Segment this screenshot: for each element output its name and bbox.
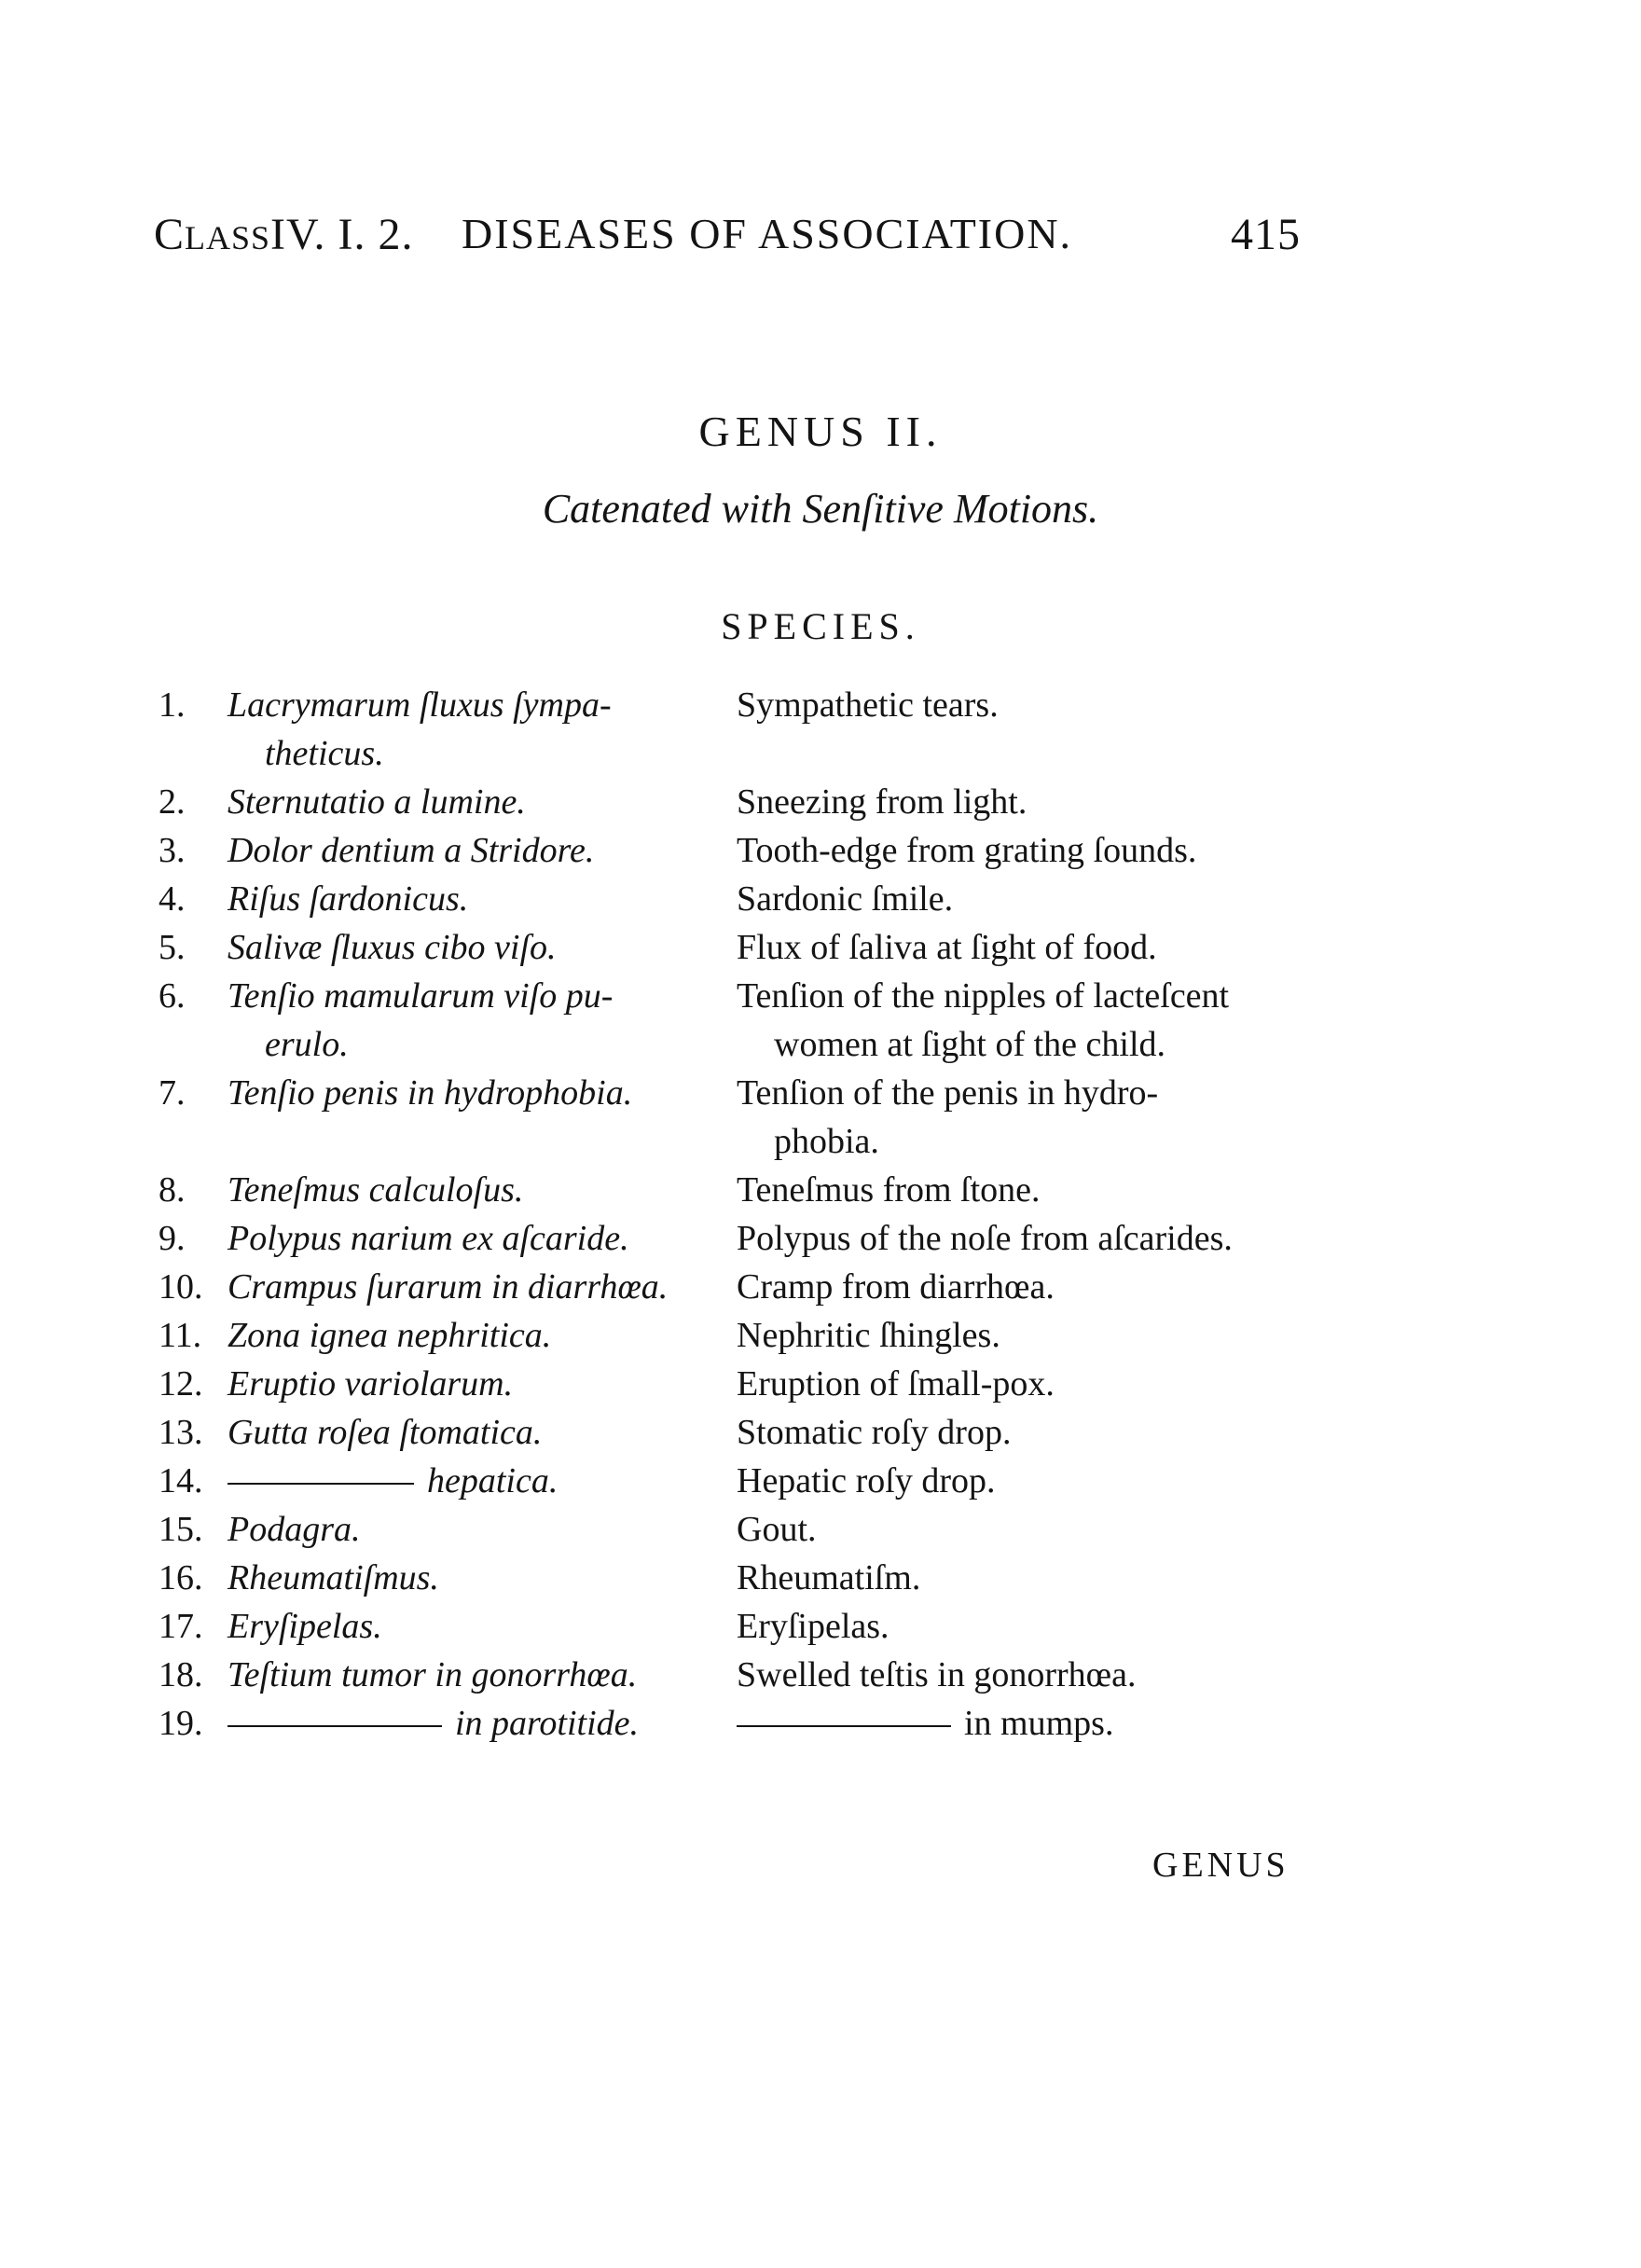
species-row xyxy=(159,972,1315,1069)
species-english: Cramp from diarrhœa. xyxy=(737,1267,1055,1307)
species-english: Tenſion of the nipples of lacteſcent women at ſight of the child. xyxy=(737,976,1230,1064)
species-latin: Sternutatio a lumine. xyxy=(228,782,526,822)
species-number: 12. xyxy=(159,1364,203,1404)
species-number: 10. xyxy=(159,1267,203,1307)
species-english: Tenſion of the penis in hydro- phobia. xyxy=(737,1073,1159,1161)
species-english: Hepatic roſy drop. xyxy=(737,1461,996,1500)
species-latin: Lacrymarum ſluxus ſympa- theticus. xyxy=(228,685,612,773)
species-english: Rheumatiſm. xyxy=(737,1558,921,1597)
species-row xyxy=(159,1069,1315,1166)
species-latin: Podagra. xyxy=(228,1510,361,1549)
species-english: Eruption of ſmall-pox. xyxy=(737,1364,1055,1404)
species-english: Stomatic roſy drop. xyxy=(737,1413,1012,1452)
species-number: 19. xyxy=(159,1704,203,1743)
ditto-rule xyxy=(737,1725,951,1727)
running-head xyxy=(154,209,1301,265)
species-english: in mumps. xyxy=(737,1699,1333,1748)
species-number: 8. xyxy=(159,1170,186,1210)
species-english: Sardonic ſmile. xyxy=(737,879,954,919)
species-number: 13. xyxy=(159,1413,203,1452)
species-latin: Riſus ſardonicus. xyxy=(228,879,469,919)
ditto-rule xyxy=(228,1725,442,1727)
species-english: Swelled teſtis in gonorrhœa. xyxy=(737,1655,1137,1694)
species-latin: Zona ignea nephritica. xyxy=(228,1316,552,1355)
genus-title: GENUS II. xyxy=(698,408,943,455)
species-row xyxy=(159,1166,1315,1214)
species-latin: Tenſio penis in hydrophobia. xyxy=(228,1073,633,1113)
species-latin: Eruptio variolarum. xyxy=(228,1364,514,1404)
genus-subtitle: Catenated with Senſitive Motions. xyxy=(542,486,1099,532)
species-number: 17. xyxy=(159,1607,203,1646)
species-row xyxy=(159,1651,1315,1699)
species-latin: Teſtium tumor in gonorrhœa. xyxy=(228,1655,638,1694)
species-latin: hepatica. xyxy=(228,1457,815,1505)
species-number: 11. xyxy=(159,1316,202,1355)
catchword: GENUS xyxy=(1152,1846,1289,1885)
species-english: Sneezing from light. xyxy=(737,782,1027,822)
species-row xyxy=(159,1408,1315,1457)
species-english: Teneſmus from ſtone. xyxy=(737,1170,1041,1210)
species-row xyxy=(159,778,1315,826)
species-number: 18. xyxy=(159,1655,203,1694)
species-latin: Tenſio mamularum viſo pu- erulo. xyxy=(228,976,614,1064)
species-row xyxy=(159,1457,1315,1505)
species-number: 14. xyxy=(159,1461,203,1500)
species-row xyxy=(159,1360,1315,1408)
section-title: DISEASES OF ASSOCIATION. xyxy=(462,210,1073,257)
species-latin: Rheumatiſmus. xyxy=(228,1558,439,1597)
species-number: 16. xyxy=(159,1558,203,1597)
species-row xyxy=(159,875,1315,923)
species-english: Eryſipelas. xyxy=(737,1607,889,1646)
species-row xyxy=(159,1505,1315,1554)
species-latin: Dolor dentium a Stridore. xyxy=(228,831,595,870)
species-heading: SPECIES. xyxy=(721,605,920,647)
species-row xyxy=(159,1699,1315,1748)
species-number: 15. xyxy=(159,1510,203,1549)
species-number: 6. xyxy=(159,976,186,1016)
species-number: 5. xyxy=(159,928,186,967)
species-english: Flux of ſaliva at ſight of food. xyxy=(737,928,1157,967)
species-latin: Teneſmus calculoſus. xyxy=(228,1170,524,1210)
species-latin: Salivæ ſluxus cibo viſo. xyxy=(228,928,557,967)
species-latin: Crampus ſurarum in diarrhœa. xyxy=(228,1267,669,1307)
species-row xyxy=(159,826,1315,875)
species-number: 1. xyxy=(159,685,186,725)
species-number: 9. xyxy=(159,1219,186,1258)
class-label: CLASSIV. I. 2. xyxy=(154,210,414,259)
species-english: Gout. xyxy=(737,1510,817,1549)
species-english: Sympathetic tears. xyxy=(737,685,999,725)
species-english: Polypus of the noſe from aſcarides. xyxy=(737,1219,1233,1258)
species-row xyxy=(159,1602,1315,1651)
species-number: 4. xyxy=(159,879,186,919)
species-number: 2. xyxy=(159,782,186,822)
species-latin: Eryſipelas. xyxy=(228,1607,382,1646)
species-latin: Gutta roſea ſtomatica. xyxy=(228,1413,543,1452)
page-number: 415 xyxy=(1231,210,1301,259)
species-row xyxy=(159,681,1315,778)
species-latin: in parotitide. xyxy=(228,1699,815,1748)
species-list xyxy=(159,681,1315,1748)
ditto-rule xyxy=(228,1483,414,1485)
species-latin: Polypus narium ex aſcaride. xyxy=(228,1219,629,1258)
species-number: 3. xyxy=(159,831,186,870)
species-number: 7. xyxy=(159,1073,186,1113)
species-row xyxy=(159,923,1315,972)
species-row xyxy=(159,1263,1315,1311)
species-row xyxy=(159,1554,1315,1602)
species-english: Nephritic ſhingles. xyxy=(737,1316,1000,1355)
species-row xyxy=(159,1311,1315,1360)
species-english: Tooth-edge from grating ſounds. xyxy=(737,831,1197,870)
species-row xyxy=(159,1214,1315,1263)
